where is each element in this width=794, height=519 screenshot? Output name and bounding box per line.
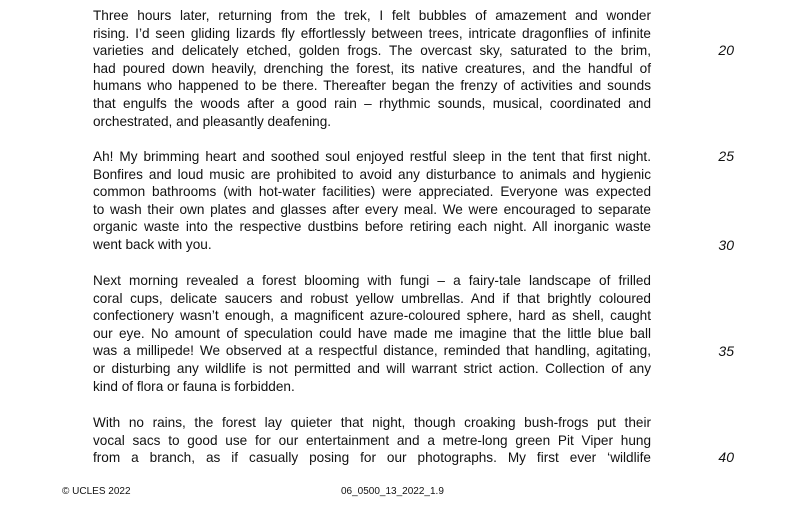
footer-copyright: © UCLES 2022 (62, 486, 131, 497)
text-line: kind of flora or fauna is forbidden. (93, 378, 295, 394)
text-line: our eye. No amount of speculation could have made me imagine that the little blue ball (93, 325, 651, 341)
text-line: common bathrooms (with hot-water facilities) were appreciated. Everyone was expected (93, 184, 651, 200)
text-line: rising. I’d seen gliding lizards fly effortlessly between trees, intricate dragonflies of infinite (93, 25, 651, 41)
text-line: that engulfs the woods after a good rain – rhythmic sounds, musical, coordinated and (93, 95, 651, 111)
text-line: Next morning revealed a forest blooming with fungi – a fairy-tale landscape of frilled (93, 273, 651, 288)
text-line: With no rains, the forest lay quieter that night, though croaking bush-frogs put their (93, 415, 651, 430)
text-line: to wash their own plates and glasses after every meal. We were encouraged to separate (93, 201, 651, 217)
line-number: 35 (718, 343, 734, 359)
line-number: 30 (718, 237, 734, 253)
paragraph-1 (93, 7, 651, 130)
text-line: orchestrated, and pleasantly deafening. (93, 113, 332, 129)
text-line: had poured down heavily, drenching the forest, its native creatures, and the handful of (93, 60, 651, 76)
line-number: 20 (718, 42, 734, 58)
line-number: 40 (718, 449, 734, 465)
text-line: or disturbing any wildlife is not permitted and will warrant strict action. Collection of any (93, 360, 651, 376)
text-line: vocal sacs to good use for our entertainment and a metre-long green Pit Viper hung (93, 432, 651, 448)
text-line: Bonfires and loud music are prohibited to avoid any disturbance to animals and hygienic (93, 166, 651, 182)
text-line: Ah! My brimming heart and soothed soul enjoyed restful sleep in the tent that first night. (93, 149, 651, 164)
text-line: organic waste into the respective dustbins before retiring each night. All inorganic waste (93, 219, 651, 235)
text-line: humans who happened to be there. Thereafter began the frenzy of activities and sounds (93, 78, 651, 94)
text-line: coral cups, delicate saucers and robust yellow umbrellas. And if that brightly coloured (93, 290, 651, 306)
text-line: Three hours later, returning from the trek, I felt bubbles of amazement and wonder (93, 8, 651, 23)
text-line: was a millipede! We observed at a respectful distance, reminded that handling, agitating, (93, 343, 651, 359)
footer-document-code: 06_0500_13_2022_1.9 (341, 486, 444, 497)
paragraph-2 (93, 148, 651, 254)
paragraph-3 (93, 272, 651, 395)
paragraph-4 (93, 414, 651, 467)
text-line: varieties and delicately etched, golden frogs. The overcast sky, saturated to the brim, (93, 43, 651, 59)
text-line: confectionery wasn’t enough, a magnificent azure-coloured sphere, hard as shell, caught (93, 308, 651, 324)
text-line: from a branch, as if casually posing for our photographs. My first ever ‘wildlife (93, 450, 651, 466)
text-line: went back with you. (93, 236, 212, 252)
line-number: 25 (718, 148, 734, 164)
